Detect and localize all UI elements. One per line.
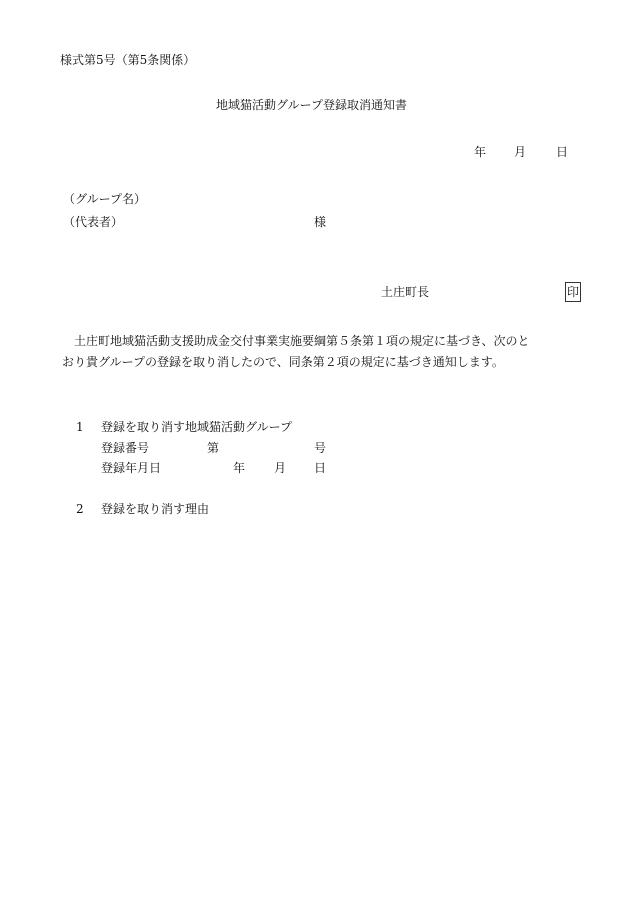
- registration-date-label: 登録年月日: [101, 461, 162, 475]
- date-month: 月: [514, 145, 527, 159]
- item-2-label: 登録を取り消す理由: [101, 502, 210, 516]
- honorific: 様: [314, 215, 327, 229]
- registration-number-label: 登録番号: [101, 441, 150, 455]
- body-paragraph: [62, 331, 582, 373]
- registration-date-day: 日: [314, 461, 327, 475]
- form-number: 様式第5号（第5条関係）: [60, 53, 196, 67]
- date-year: 年: [474, 145, 487, 159]
- registration-date-month: 月: [274, 461, 287, 475]
- body-line-2: おり貴グループの登録を取り消したので、同条第２項の規定に基づき通知します。: [62, 355, 504, 369]
- document-title: 地域猫活動グループ登録取消通知書: [216, 98, 408, 112]
- registration-number-prefix: 第: [207, 441, 220, 455]
- date-day: 日: [556, 145, 569, 159]
- sender-title: 土庄町長: [381, 285, 430, 299]
- registration-number-suffix: 号: [314, 441, 327, 455]
- item-1-label: 登録を取り消す地域猫活動グループ: [101, 420, 293, 434]
- body-line-1: 土庄町地域猫活動支援助成金交付事業実施要綱第５条第１項の規定に基づき、次のと: [74, 334, 530, 348]
- item-2-number: 2: [76, 502, 84, 516]
- group-name-label: （グループ名）: [63, 192, 147, 206]
- representative-label: （代表者）: [63, 215, 124, 229]
- registration-date-year: 年: [233, 461, 246, 475]
- item-1-number: 1: [76, 420, 84, 434]
- seal-stamp: 印: [565, 282, 581, 302]
